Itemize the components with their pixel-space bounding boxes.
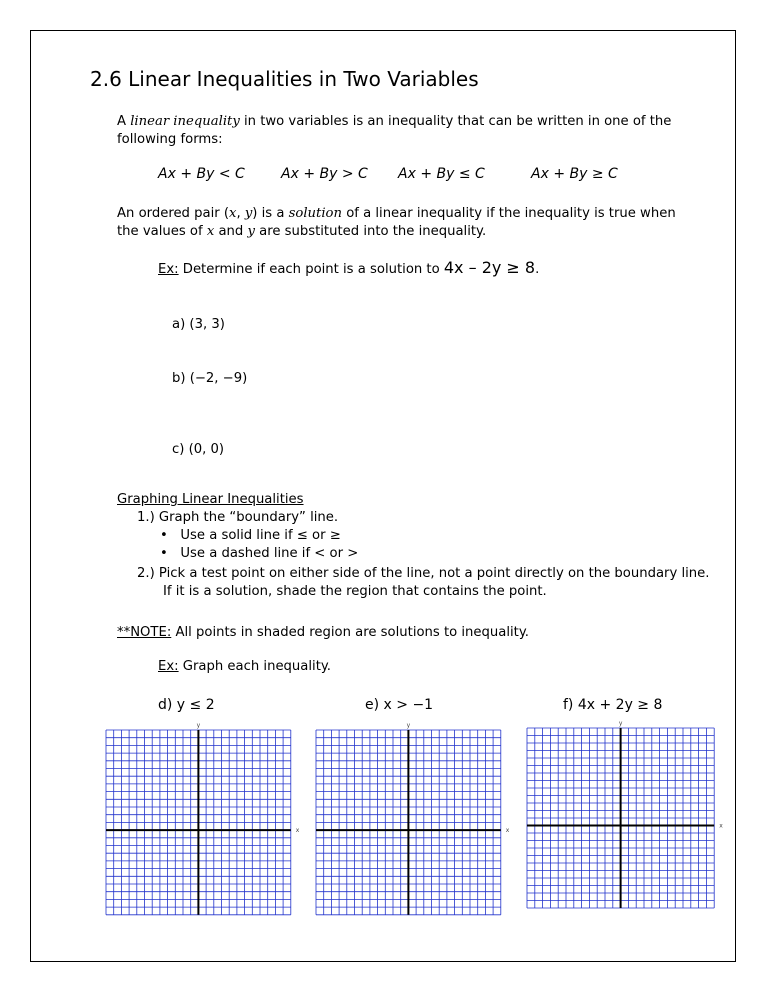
point-a: a) (3, 3) [172, 317, 225, 332]
form-less-equal: Ax + By ≤ C [398, 166, 485, 182]
var-x: x [229, 206, 237, 221]
example1-label: Ex: [158, 262, 179, 277]
definition-line2: following forms: [117, 132, 223, 147]
solution-def-comma: , [236, 206, 245, 221]
solution-def-line1 [117, 205, 676, 223]
x-axis-label: x [719, 822, 723, 830]
note-label: **NOTE: [117, 625, 172, 640]
solution-def-text-b: ) is a [252, 206, 289, 221]
y-axis-label: y [196, 722, 201, 729]
solution-def-text-e: and [214, 224, 248, 239]
point-c: c) (0, 0) [172, 442, 225, 457]
bullet-dot: • [160, 528, 181, 543]
solution-def-text-c: of a linear inequality if the inequality is true when [342, 206, 676, 221]
graphing-heading: Graphing Linear Inequalities [117, 492, 304, 507]
form-greater-than: Ax + By > C [281, 166, 368, 182]
definition-term: linear inequality [130, 114, 240, 129]
x-axis-label: x [295, 827, 300, 835]
bullet-solid-text: Use a solid line if ≤ or ≥ [180, 528, 341, 543]
solution-def-text-f: are substituted into the inequality. [254, 224, 487, 239]
var-y: y [244, 206, 253, 221]
bullet-solid [160, 527, 341, 545]
y-axis-label: y [406, 722, 411, 729]
y-axis-label: y [618, 720, 623, 727]
example2-text: Graph each inequality. [178, 659, 331, 674]
example1-expression: 4x – 2y ≥ 8 [443, 258, 536, 277]
example1-text: Determine if each point is a solution to [178, 262, 444, 277]
definition-line1 [117, 113, 671, 131]
x-axis-label: x [505, 827, 510, 835]
bullet-dashed-text: Use a dashed line if < or > [180, 546, 359, 561]
solution-def-text-d: the values of [117, 224, 207, 239]
graphing-step2-line2: If it is a solution, shade the region that contains the point. [163, 584, 547, 599]
definition-suffix: in two variables is an inequality that can be written in one of the [239, 114, 672, 129]
note [117, 624, 529, 642]
form-less-than: Ax + By < C [158, 166, 245, 182]
coordinate-grid-d[interactable] [104, 718, 304, 920]
graph-d-label: d) y ≤ 2 [158, 697, 215, 713]
example2-label: Ex: [158, 659, 179, 674]
solution-def-text-a: An ordered pair ( [117, 206, 229, 221]
var-y-2: y [247, 224, 255, 239]
graph-f-label: f) 4x + 2y ≥ 8 [563, 697, 663, 713]
form-greater-equal: Ax + By ≥ C [531, 166, 618, 182]
bullet-dot: • [160, 546, 181, 561]
graphing-step1: 1.) Graph the “boundary” line. [137, 510, 339, 525]
coordinate-grid-f[interactable] [525, 716, 730, 916]
example1-period: . [535, 262, 540, 277]
point-b: b) (−2, −9) [172, 371, 248, 386]
definition-prefix: A [117, 114, 131, 129]
solution-def-line2 [117, 223, 486, 241]
coordinate-grid-e[interactable] [314, 718, 516, 920]
example2 [158, 658, 331, 676]
note-text: All points in shaded region are solutions to inequality. [171, 625, 529, 640]
solution-term: solution [288, 206, 342, 221]
example1 [158, 259, 539, 279]
bullet-dashed [160, 545, 358, 563]
page-title: 2.6 Linear Inequalities in Two Variables [90, 67, 479, 91]
graph-e-label: e) x > −1 [365, 697, 434, 713]
var-x-2: x [206, 224, 215, 239]
graphing-step2-line1: 2.) Pick a test point on either side of the line, not a point directly on the boundary line. [137, 566, 710, 581]
